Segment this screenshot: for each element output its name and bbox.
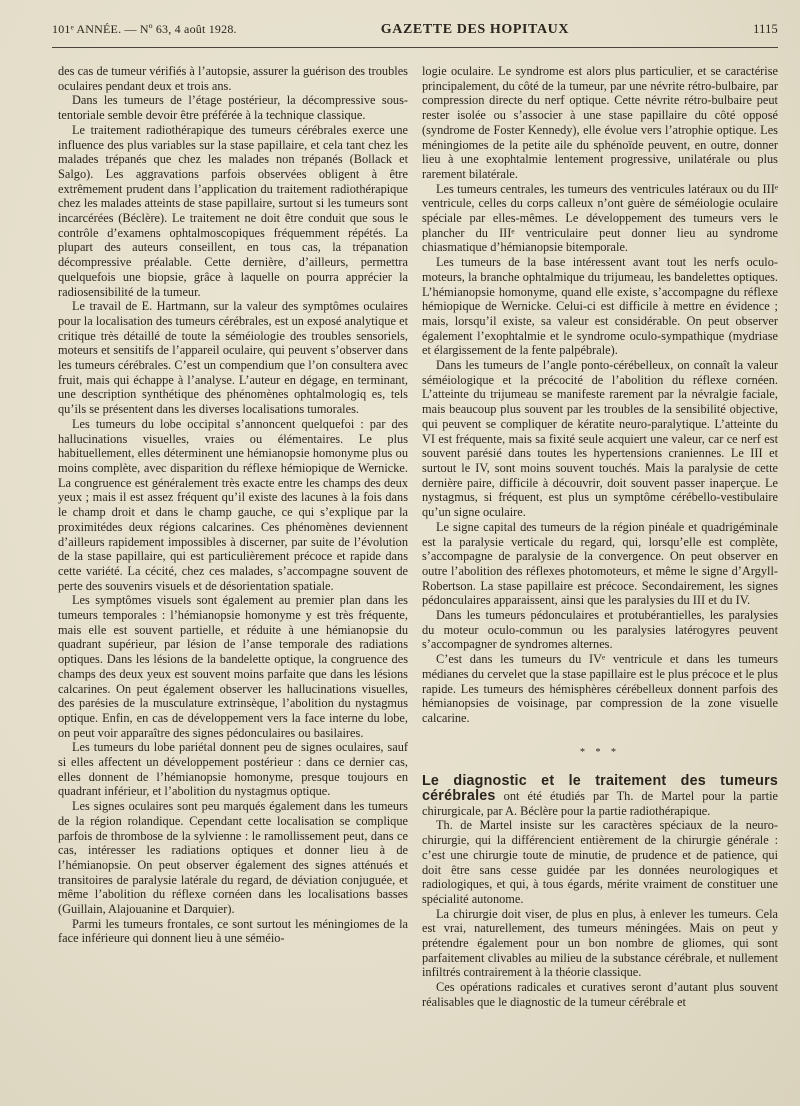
journal-title: GAZETTE DES HOPITAUX (380, 22, 570, 37)
paragraph: Ces opérations radicales et curatives seront d’autant plus souvent réalisables que le diagnostic de la tumeur cérébrale et (422, 980, 778, 1009)
paragraph: logie oculaire. Le syndrome est alors plus particulier, et se caractérise principalement, du côté de la tumeur, par une névrite rétro-bulbaire, par compression directe du nerf optique. Cette névrite rétro-bulbaire peut rester isolée ou s’associer à une stase papillaire du côté opposé (syndrome de Foster Kennedy), elle évolue vers l’atrophie optique. Les méningiomes de la petite aile du sphénoïde peuvent, en outre, donner lieu à une exophtalmie lentement progressive, unilatérale ou plus rarement bilatérale. (422, 64, 778, 181)
section-title: Le diagnostic et le traitement des tumeurs cérébrales (422, 773, 778, 805)
paragraph: Le traitement radiothérapique des tumeurs cérébrales exerce une influence des plus variables sur la stase papillaire, et cela tant chez les malades trépanés que chez les malades non trépanés (Bollack et Salgo). Les aggravations parfois observées obligent à être extrêmement prudent dans l’application du traitement radiothérapique chez les malades atteints de stase papillaire, surtout si les tumeurs sont incarcérées (Béclère). Le traitement ne doit être conduit que sous le contrôle d’examens ophtalmoscopiques fréquemment répétés. La plupart des auteurs conseillent, en tous cas, la trépanation décompressive préalable. Cette dernière, d’ailleurs, permettra quelquefois une biopsie, grâce à laquelle on pourra apprécier la radiosensibilité de la tumeur. (58, 122, 408, 299)
paragraph: Dans les tumeurs pédonculaires et protubérantielles, les paralysies du moteur oculo-commun ou les paralysies latérogyres peuvent s’accompagner de syndromes alternes. (422, 608, 778, 652)
issue-info: 101ᵉ ANNÉE. — Nº 63, 4 août 1928. (52, 22, 237, 36)
paragraph: des cas de tumeur vérifiés à l’autopsie, assurer la guérison des troubles oculaires pendant deux et trois ans. (58, 64, 408, 93)
paragraph: Les symptômes visuels sont également au premier plan dans les tumeurs temporales : l’hémianopsie homonyme y est très fréquente, mais elle est souvent partielle, et réduite à une hémianopsie du quadrant supérieur, par lésion de l’anse temporale des radiations optiques. Dans les lésions de la bandelette optique, la congruence des champs des deux yeux est souvent moins parfaite que dans les lésions calcarines. On peut également observer les hallucinations visuelles, des parésies de la musculature extrinsèque, l’abolition du nystagmus optique. Enfin, en cas de développement vers la face interne du lobe, on peut voir apparaître des signes pédonculaires ou basilaires. (58, 593, 408, 740)
paragraph: Les tumeurs centrales, les tumeurs des ventricules latéraux ou du IIIᵉ ventricule, celles du corps calleux n’ont guère de séméiologie oculaire spéciale par elles-mêmes. Le développement des tumeurs vers le plancher du IIIᵉ ventriculaire peut donner lieu au syndrome chiasmatique d’hémianopsie bitemporale. (422, 181, 778, 255)
paragraph: Th. de Martel insiste sur les caractères spéciaux de la neuro-chirurgie, qui la différencient entièrement de la chirurgie générale : c’est une chirurgie toute de minutie, de prudence et de patience, qui doit être sans cesse guidée par les données neurologiques et radiologiques, et qui, à tous égards, mérite vraiment de constituer une spécialité autonome. (422, 818, 778, 906)
paragraph: Les signes oculaires sont peu marqués également dans les tumeurs de la région rolandique. Cependant cette localisation se complique parfois de thrombose de la sylvienne : le ramollissement peut, dans ce cas, intéresser les radiations optiques et donner lieu à de l’hémianopsie. On peut observer également des signes atténués et transitoires de paralysie latérale du regard, de déviation conjuguée, et même l’abolition du réflexe cornéen dans les localisations basses (Guillain, Alajouanine et Darquier). (58, 799, 408, 917)
section-lead (422, 774, 778, 818)
page-number: 1115 (753, 22, 778, 36)
paragraph: Dans les tumeurs de l’étage postérieur, la décompressive sous-tentoriale semble devoir être préférée à la technique classique. (58, 93, 408, 123)
paragraph: Les tumeurs du lobe pariétal donnent peu de signes oculaires, sauf si elles affectent un développement postérieur : dans ce dernier cas, elles donnent de l’hémianopsie homonyme, presque toujours en quadrant inférieur, et l’abolition du nystagmus optique. (58, 740, 408, 799)
paragraph: C’est dans les tumeurs du IVᵉ ventricule et dans les tumeurs médianes du cervelet que la stase papillaire est le plus précoce et le plus rapide. Les tumeurs des hémisphères cérébelleux donnent parfois des hémianopsies de voisinage, par compression de la zone visuelle calcarine. (422, 652, 778, 725)
paragraph: Les tumeurs de la base intéressent avant tout les nerfs oculo-moteurs, la branche ophtalmique du trijumeau, les bandelettes optiques. L’hémianopsie homonyme, quand elle existe, s’accompagne du réflexe hémiopique de Wernicke. Celui-ci est difficile à mettre en évidence ; mais, lorsqu’il existe, sa valeur est considérable. On peut observer également l’exophtalmie et le syndrome oculo-sympathique (mydriase et élargissement de la fente palpébrale). (422, 255, 778, 358)
header-rule (52, 47, 778, 48)
section-separator: * * * (580, 746, 620, 758)
paragraph: Le travail de E. Hartmann, sur la valeur des symptômes oculaires pour la localisation des tumeurs cérébrales, est un exposé analytique et critique très détaillé de toute la séméiologie des troubles sensoriels, moteurs et sensitifs de l’appareil oculaire, qui peuvent s’observer dans les tumeurs cérébrales. C’est un compendium que l’on consultera avec fruit, mais qui échappe à l’analyse. L’auteur en dégage, en terminant, une description synthétique des phénomènes ophtalmologiq es, tels qu’ils se présentent dans les diverses localisations tumorales. (58, 299, 408, 417)
left-column (58, 64, 408, 946)
paragraph: La chirurgie doit viser, de plus en plus, à enlever les tumeurs. Cela est vrai, naturellement, des tumeurs méningées. Mais on peut y prétendre également pour un bon nombre de gliomes, qui sont parfaitement clivables au milieu de la substance cérébrale, et nullement infiltrés contrairement à la théorie classique. (422, 906, 778, 980)
paragraph: Les tumeurs du lobe occipital s’annoncent quelquefoi : par des hallucinations visuelles, vraies ou élémentaires. Le plus habituellement, elles déterminent une hémianopsie homonyme plus ou moins complète, avec disparition du réflexe hémiopique de Wernicke. La congruence est généralement très exacte entre les champs des deux yeux ; mais il est assez fréquent qu’il existe des lacunes à la fois dans le champ droit et dans le champ gauche, ce qui s’explique par la proximitédes deux régions calcarines. Ces phénomènes deviennent d’ailleurs rapidement impossibles à discerner, par suite de l’évolution de la stase papillaire, qui est particulièrement précoce et rapide dans cette variété. La cécité, chez ces malades, s’accompagne souvent de perte des souvenirs visuels et de désorientation spatiale. (58, 416, 408, 593)
page-header (52, 22, 778, 44)
paragraph: Le signe capital des tumeurs de la région pinéale et quadrigéminale est la paralysie verticale du regard, qui, lorsqu’elle est complète, s’accompagne de paralysie de la convergence. On peut observer en outre l’abolition des réflexes photomoteurs, et même le signe d’Argyll-Robertson. La stase papillaire est précoce. Secondairement, les signes pédonculaires apparaissent, ainsi que les paralysies du III et du IV. (422, 519, 778, 608)
section-intro: ont été étudiés par Th. de Martel pour la partie chirurgicale, par A. Béclère pour la partie radiothérapique. (422, 789, 779, 818)
paragraph: Dans les tumeurs de l’angle ponto-cérébelleux, on connaît la valeur séméiologique et la précocité de l’abolition du réflexe cornéen. L’atteinte du trijumeau se manifeste rarement par la névralgie faciale, mais beaucoup plus souvent par les troubles de la sensibilité objective, qui peuvent se compliquer de kératite neuro-paralytique. L’atteinte du VI est fréquente, mais sa fixité seule acquiert une valeur, car ce nerf est souvent parésié dans toutes les hypertensions craniennes. Le III et surtout le IV, sont moins souvent touchés. Mais la paralysie de cette dernière paire, difficile à découvrir, doit souvent passer inaperçue. Le nystagmus, si fréquent, est plus un symptôme cérébello-vestibulaire qu’un signe oculaire. (422, 358, 778, 520)
paragraph: Parmi les tumeurs frontales, ce sont surtout les méningiomes de la face inférieure qui donnent lieu à une séméio- (58, 916, 408, 946)
right-column (422, 64, 778, 1010)
